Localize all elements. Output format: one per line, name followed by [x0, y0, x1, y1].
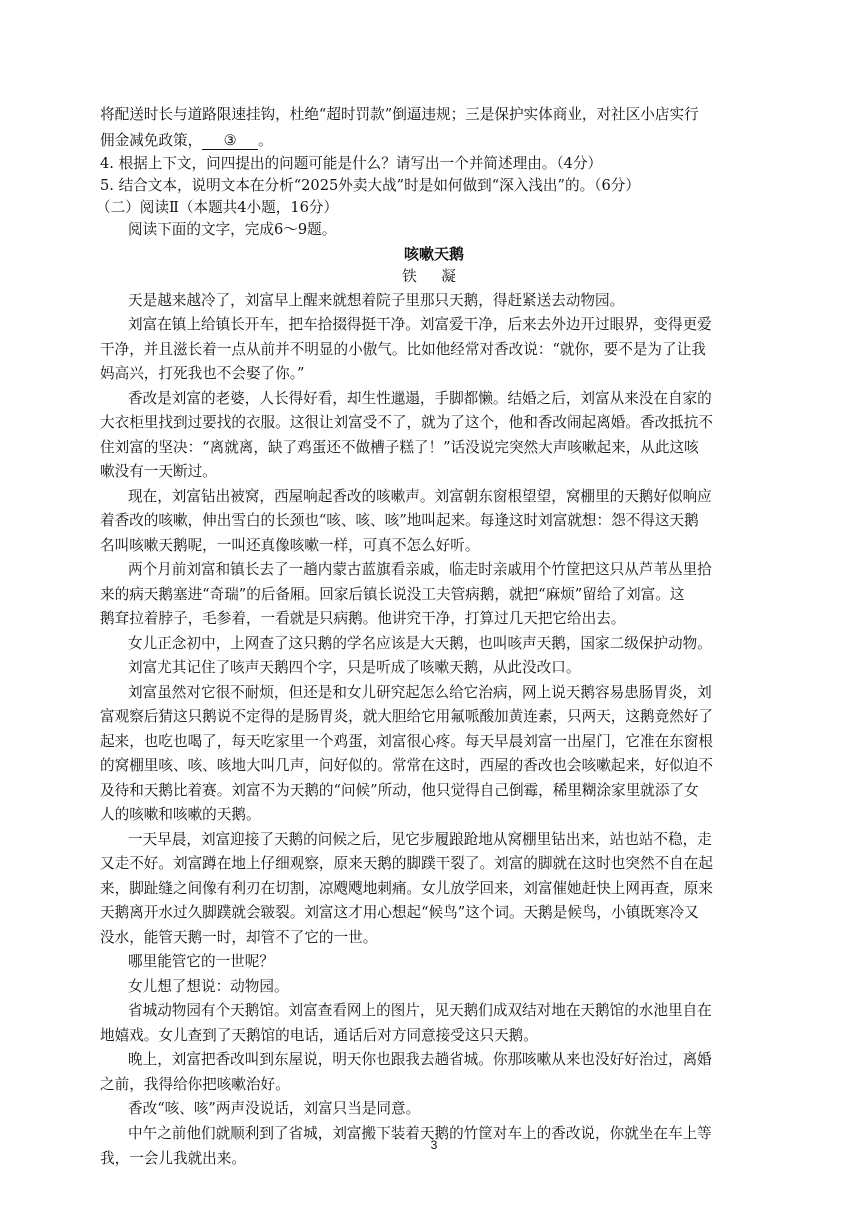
story-line: 嗽没有一天断过。 — [100, 463, 217, 480]
story-line: 女儿正念初中，上网查了这只鹅的学名应该是大天鹅，也叫咳声天鹅，国家二级保护动物。 — [128, 635, 712, 652]
story-line: 女儿想了想说：动物园。 — [128, 978, 289, 995]
story-line: 两个月前刘富和镇长去了一趟内蒙古蓝旗看亲戚，临走时亲戚用个竹筐把这只从芦苇丛里拾 — [128, 561, 712, 578]
page-number: 3 — [430, 1138, 438, 1152]
story-line: 地嬉戏。女儿查到了天鹅馆的电话，通话后对方同意接受这只天鹅。 — [100, 1027, 538, 1044]
story-line: 省城动物园有个天鹅馆。刘富查看网上的图片，见天鹅们成双结对地在天鹅馆的水池里自在 — [128, 1002, 712, 1019]
story-line: 人的咳嗽和咳嗽的天鹅。 — [100, 806, 261, 823]
story-line: 妈高兴，打死我也不会娶了你。” — [100, 365, 305, 382]
q3-text-line-1: 将配送时长与道路限速挂钩，杜绝“超时罚款”倒逼违规；三是保护实体商业，对社区小店实行 — [100, 106, 699, 123]
story-line: 刘富尤其记住了咳声天鹅四个字，只是听成了咳嗽天鹅，从此没改口。 — [128, 659, 581, 676]
story-line: 干净，并且滋长着一点从前并不明显的小傲气。比如他经常对香改说：“就你，要不是为了让我 — [100, 341, 706, 358]
story-line: 没水，能管天鹅一时，却管不了它的一世。 — [100, 929, 378, 946]
story-line: 刘富在镇上给镇长开车，把车拾掇得挺干净。刘富爱干净，后来去外边开过眼界，变得更爱 — [128, 316, 712, 333]
story-line: 住刘富的坚决：“离就离，缺了鸡蛋还不做槽子糕了！”话没说完突然大声咳嗽起来，从此这咳 — [100, 439, 699, 456]
answer-blank: ③ — [202, 133, 258, 150]
story-line: 哪里能管它的一世呢？ — [128, 953, 274, 970]
story-line: 大衣柜里找到过要找的衣服。这很让刘富受不了，就为了这个，他和香改闹起离婚。香改抵抗不 — [100, 414, 713, 431]
story-line: 来的病天鹅塞进“奇瑞”的后备厢。回家后镇长说没工夫管病鹅，就把“麻烦”留给了刘富。这 — [100, 586, 685, 603]
story-line: 着香改的咳嗽，伸出雪白的长颈也“咳、咳、咳”地叫起来。每逢这时刘富就想：怨不得这天鹅 — [100, 512, 699, 529]
story-line: 之前，我得给你把咳嗽治好。 — [100, 1076, 290, 1093]
story-line: 我，一会儿我就出来。 — [100, 1149, 246, 1167]
story-line: 富观察后猜这只鹅说不定得的是肠胃炎，就大胆给它用氟哌酸加黄连素，只两天，这鹅竟然好了 — [100, 708, 713, 725]
story-line: 天鹅离开水过久脚蹼就会皲裂。刘富这才用心想起“候鸟”这个词。天鹅是候鸟，小镇既寒冷又 — [100, 904, 699, 921]
section-heading: （二）阅读Ⅱ（本题共4小题，16分） — [96, 199, 339, 216]
story-line: 天是越来越冷了，刘富早上醒来就想着院子里那只天鹅，得赶紧送去动物园。 — [128, 292, 625, 309]
story-title: 咳嗽天鹅 — [403, 245, 464, 263]
question-4: 4. 根据上下文，问四提出的问题可能是什么？请写出一个并简述理由。（4分） — [100, 155, 603, 172]
story-line: 晚上，刘富把香改叫到东屋说，明天你也跟我去趟省城。你那咳嗽从来也没好好治过，离婚 — [128, 1051, 712, 1068]
story-line: 一天早晨，刘富迎接了天鹅的问候之后，见它步履踉跄地从窝棚里钻出来，站也站不稳，走 — [128, 831, 712, 848]
story-line: 中午之前他们就顺利到了省城，刘富搬下装着天鹅的竹筐对车上的香改说，你就坐在车上等 — [128, 1125, 712, 1142]
story-line: 起来，也吃也喝了，每天吃家里一个鸡蛋，刘富很心疼。每天早晨刘富一出屋门，它准在东窗根 — [100, 733, 713, 750]
section-instruction: 阅读下面的文字，完成6～9题。 — [128, 221, 337, 238]
story-line: 的窝棚里咳、咳、咳地大叫几声，问好似的。常常在这时，西屋的香改也会咳嗽起来，好似迫不 — [100, 757, 713, 774]
story-line: 来，脚趾缝之间像有利刃在切割，凉飕飕地刺痛。女儿放学回来，刘富催她赶快上网再查，原来 — [100, 880, 713, 897]
story-author: 铁 凝 — [402, 268, 466, 285]
story-line: 鹅耷拉着脖子，毛参着，一看就是只病鹅。他讲究干净，打算过几天把它给出去。 — [100, 610, 626, 627]
story-line: 刘富虽然对它很不耐烦，但还是和女儿研究起怎么给它治病，网上说天鹅容易患肠胃炎，刘 — [128, 684, 712, 701]
story-line: 香改是刘富的老婆，人长得好看，却生性邋遢，手脚都懒。结婚之后，刘富从来没在自家的 — [128, 390, 712, 407]
q3-line2-text: 佣金减免政策， — [100, 132, 203, 149]
story-line: 名叫咳嗽天鹅呢，一叫还真像咳嗽一样，可真不怎么好听。 — [100, 537, 480, 554]
q3-line2-end: 。 — [258, 132, 273, 149]
story-line: 现在，刘富钻出被窝，西屋响起香改的咳嗽声。刘富朝东窗根望望，窝棚里的天鹅好似响应 — [128, 488, 712, 505]
story-line: 及待和天鹅比着赛。刘富不为天鹅的“问候”所动，他只觉得自己倒霉，稀里糊涂家里就添了女 — [100, 782, 699, 799]
q3-text-line-2 — [100, 131, 273, 151]
story-line: 香改“咳、咳”两声没说话，刘富只当是同意。 — [128, 1100, 421, 1117]
story-line: 又走不好。刘富蹲在地上仔细观察，原来天鹅的脚蹼干裂了。刘富的脚就在这时也突然不自在起 — [100, 855, 713, 872]
question-5: 5. 结合文本，说明文本在分析“2025外卖大战”时是如何做到“深入浅出”的。（6分） — [100, 177, 640, 194]
